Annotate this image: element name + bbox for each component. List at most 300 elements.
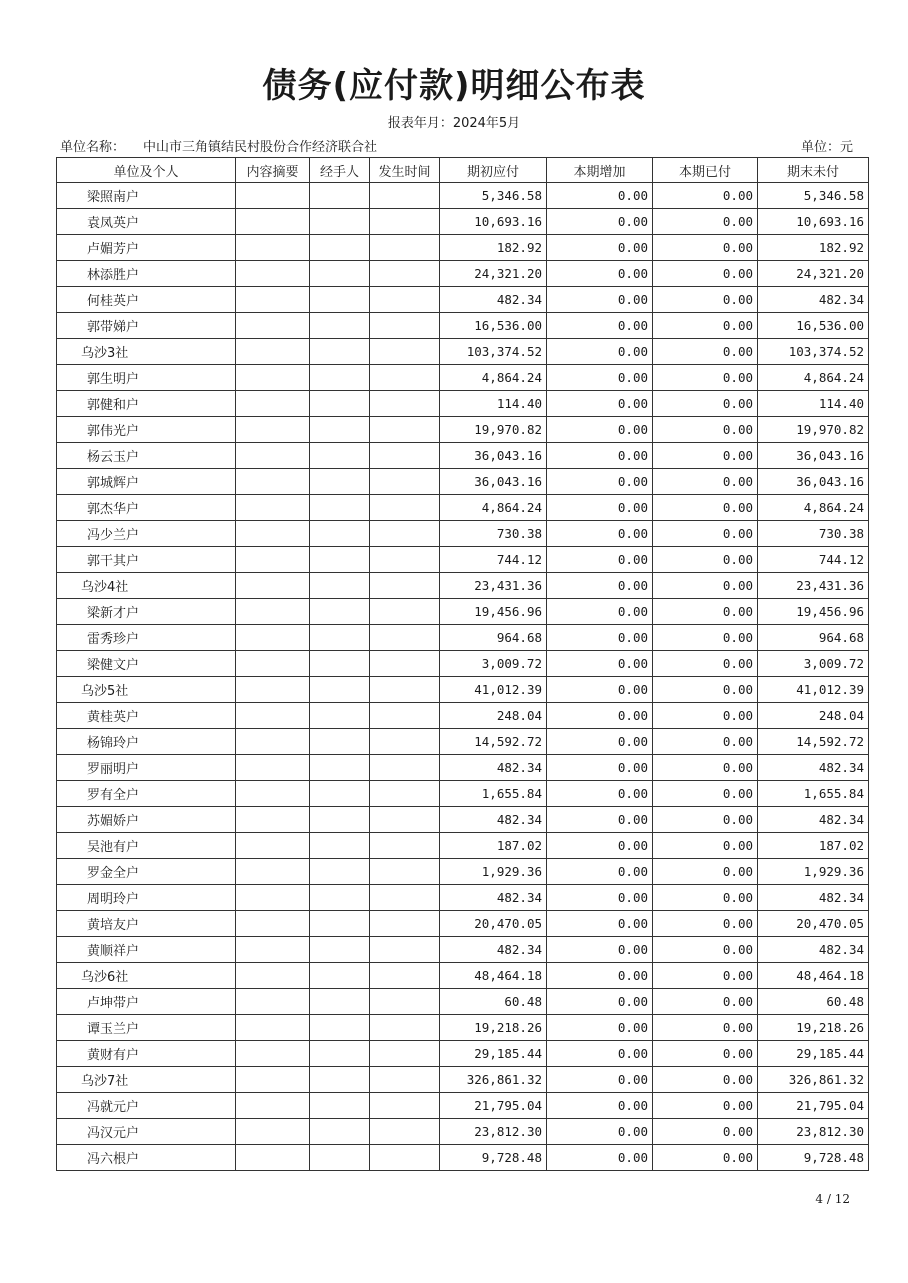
summary-cell	[236, 443, 310, 469]
current-paid-cell: 0.00	[653, 781, 758, 807]
current-paid-cell: 0.00	[653, 1145, 758, 1171]
table-row	[57, 989, 869, 1015]
name-cell: 梁新才户	[57, 599, 236, 625]
current-increase-cell: 0.00	[547, 443, 653, 469]
handler-cell	[310, 807, 370, 833]
current-increase-cell: 0.00	[547, 781, 653, 807]
current-increase-cell: 0.00	[547, 989, 653, 1015]
current-paid-cell: 0.00	[653, 911, 758, 937]
closing-unpaid-cell: 19,456.96	[758, 599, 869, 625]
date-cell	[370, 859, 440, 885]
current-paid-cell: 0.00	[653, 183, 758, 209]
summary-cell	[236, 1015, 310, 1041]
table-row	[57, 443, 869, 469]
date-cell	[370, 1015, 440, 1041]
name-cell: 冯少兰户	[57, 521, 236, 547]
current-increase-cell: 0.00	[547, 625, 653, 651]
summary-cell	[236, 1145, 310, 1171]
summary-cell	[236, 287, 310, 313]
date-cell	[370, 599, 440, 625]
current-increase-cell: 0.00	[547, 365, 653, 391]
current-paid-cell: 0.00	[653, 859, 758, 885]
closing-unpaid-cell: 29,185.44	[758, 1041, 869, 1067]
current-paid-cell: 0.00	[653, 1015, 758, 1041]
handler-cell	[310, 547, 370, 573]
opening-payable-cell: 482.34	[440, 937, 547, 963]
handler-cell	[310, 963, 370, 989]
handler-cell	[310, 1041, 370, 1067]
opening-payable-cell: 9,728.48	[440, 1145, 547, 1171]
opening-payable-cell: 964.68	[440, 625, 547, 651]
name-cell: 吴池有户	[57, 833, 236, 859]
handler-cell	[310, 391, 370, 417]
opening-payable-cell: 730.38	[440, 521, 547, 547]
opening-payable-cell: 60.48	[440, 989, 547, 1015]
handler-cell	[310, 521, 370, 547]
table-row	[57, 209, 869, 235]
current-paid-cell: 0.00	[653, 235, 758, 261]
current-increase-cell: 0.00	[547, 287, 653, 313]
current-increase-cell: 0.00	[547, 495, 653, 521]
table-row	[57, 391, 869, 417]
closing-unpaid-cell: 1,655.84	[758, 781, 869, 807]
date-cell	[370, 547, 440, 573]
current-paid-cell: 0.00	[653, 417, 758, 443]
table-row	[57, 469, 869, 495]
name-cell: 梁健文户	[57, 651, 236, 677]
closing-unpaid-cell: 9,728.48	[758, 1145, 869, 1171]
handler-cell	[310, 859, 370, 885]
name-cell: 黄顺祥户	[57, 937, 236, 963]
table-body	[57, 183, 869, 1171]
table-row	[57, 625, 869, 651]
table-row	[57, 1015, 869, 1041]
summary-cell	[236, 703, 310, 729]
date-cell	[370, 1067, 440, 1093]
current-increase-cell: 0.00	[547, 755, 653, 781]
name-cell: 罗有全户	[57, 781, 236, 807]
name-cell: 郭杰华户	[57, 495, 236, 521]
closing-unpaid-cell: 23,431.36	[758, 573, 869, 599]
table-row	[57, 261, 869, 287]
table-row	[57, 183, 869, 209]
current-increase-cell: 0.00	[547, 1119, 653, 1145]
name-cell: 谭玉兰户	[57, 1015, 236, 1041]
current-paid-cell: 0.00	[653, 1119, 758, 1145]
table-row	[57, 287, 869, 313]
current-paid-cell: 0.00	[653, 989, 758, 1015]
opening-payable-cell: 20,470.05	[440, 911, 547, 937]
summary-cell	[236, 469, 310, 495]
closing-unpaid-cell: 187.02	[758, 833, 869, 859]
current-increase-cell: 0.00	[547, 703, 653, 729]
current-paid-cell: 0.00	[653, 391, 758, 417]
closing-unpaid-cell: 482.34	[758, 885, 869, 911]
current-paid-cell: 0.00	[653, 599, 758, 625]
date-cell	[370, 209, 440, 235]
name-cell: 郭干其户	[57, 547, 236, 573]
date-cell	[370, 807, 440, 833]
current-increase-cell: 0.00	[547, 391, 653, 417]
opening-payable-cell: 103,374.52	[440, 339, 547, 365]
table-row	[57, 781, 869, 807]
date-cell	[370, 833, 440, 859]
current-paid-cell: 0.00	[653, 963, 758, 989]
unit-name-value: 中山市三角镇结民村股份合作经济联合社	[143, 140, 378, 155]
table-row	[57, 1093, 869, 1119]
opening-payable-cell: 23,812.30	[440, 1119, 547, 1145]
column-header: 期初应付	[440, 158, 547, 183]
date-cell	[370, 677, 440, 703]
table-row	[57, 755, 869, 781]
table-row	[57, 885, 869, 911]
group-row	[57, 677, 869, 703]
current-paid-cell: 0.00	[653, 755, 758, 781]
name-cell: 冯汉元户	[57, 1119, 236, 1145]
name-cell: 乌沙5社	[57, 677, 236, 703]
current-paid-cell: 0.00	[653, 703, 758, 729]
table-row	[57, 937, 869, 963]
current-paid-cell: 0.00	[653, 365, 758, 391]
current-increase-cell: 0.00	[547, 651, 653, 677]
name-cell: 杨云玉户	[57, 443, 236, 469]
current-increase-cell: 0.00	[547, 209, 653, 235]
summary-cell	[236, 989, 310, 1015]
payables-table	[56, 157, 869, 1171]
handler-cell	[310, 209, 370, 235]
opening-payable-cell: 23,431.36	[440, 573, 547, 599]
date-cell	[370, 781, 440, 807]
table-row	[57, 1041, 869, 1067]
table-row	[57, 807, 869, 833]
group-row	[57, 1067, 869, 1093]
closing-unpaid-cell: 16,536.00	[758, 313, 869, 339]
current-increase-cell: 0.00	[547, 547, 653, 573]
current-paid-cell: 0.00	[653, 677, 758, 703]
table-row	[57, 729, 869, 755]
handler-cell	[310, 1093, 370, 1119]
table-row	[57, 313, 869, 339]
column-header: 单位及个人	[57, 158, 236, 183]
closing-unpaid-cell: 744.12	[758, 547, 869, 573]
closing-unpaid-cell: 482.34	[758, 807, 869, 833]
current-increase-cell: 0.00	[547, 261, 653, 287]
summary-cell	[236, 755, 310, 781]
table-row	[57, 651, 869, 677]
opening-payable-cell: 482.34	[440, 287, 547, 313]
currency-unit: 单位：元	[800, 140, 853, 155]
current-paid-cell: 0.00	[653, 521, 758, 547]
table-row	[57, 417, 869, 443]
summary-cell	[236, 183, 310, 209]
closing-unpaid-cell: 482.34	[758, 287, 869, 313]
closing-unpaid-cell: 114.40	[758, 391, 869, 417]
unit-name-line	[60, 136, 377, 155]
current-increase-cell: 0.00	[547, 417, 653, 443]
name-cell: 乌沙3社	[57, 339, 236, 365]
date-cell	[370, 261, 440, 287]
closing-unpaid-cell: 19,218.26	[758, 1015, 869, 1041]
current-paid-cell: 0.00	[653, 443, 758, 469]
name-cell: 郭健和户	[57, 391, 236, 417]
handler-cell	[310, 365, 370, 391]
summary-cell	[236, 937, 310, 963]
summary-cell	[236, 547, 310, 573]
current-paid-cell: 0.00	[653, 1067, 758, 1093]
date-cell	[370, 1093, 440, 1119]
summary-cell	[236, 521, 310, 547]
opening-payable-cell: 1,929.36	[440, 859, 547, 885]
closing-unpaid-cell: 482.34	[758, 937, 869, 963]
current-paid-cell: 0.00	[653, 287, 758, 313]
handler-cell	[310, 599, 370, 625]
name-cell: 何桂英户	[57, 287, 236, 313]
table-row	[57, 547, 869, 573]
date-cell	[370, 573, 440, 599]
name-cell: 卢坤带户	[57, 989, 236, 1015]
summary-cell	[236, 677, 310, 703]
closing-unpaid-cell: 1,929.36	[758, 859, 869, 885]
closing-unpaid-cell: 326,861.32	[758, 1067, 869, 1093]
current-increase-cell: 0.00	[547, 183, 653, 209]
name-cell: 黄培友户	[57, 911, 236, 937]
closing-unpaid-cell: 103,374.52	[758, 339, 869, 365]
column-header: 内容摘要	[236, 158, 310, 183]
date-cell	[370, 495, 440, 521]
report-period: 报表年月：2024年5月	[387, 116, 521, 131]
opening-payable-cell: 36,043.16	[440, 469, 547, 495]
date-cell	[370, 521, 440, 547]
name-cell: 郭生明户	[57, 365, 236, 391]
closing-unpaid-cell: 964.68	[758, 625, 869, 651]
handler-cell	[310, 781, 370, 807]
current-increase-cell: 0.00	[547, 1041, 653, 1067]
closing-unpaid-cell: 248.04	[758, 703, 869, 729]
handler-cell	[310, 469, 370, 495]
closing-unpaid-cell: 36,043.16	[758, 469, 869, 495]
summary-cell	[236, 859, 310, 885]
handler-cell	[310, 1067, 370, 1093]
table-row	[57, 833, 869, 859]
name-cell: 乌沙7社	[57, 1067, 236, 1093]
opening-payable-cell: 114.40	[440, 391, 547, 417]
summary-cell	[236, 1093, 310, 1119]
date-cell	[370, 1041, 440, 1067]
current-increase-cell: 0.00	[547, 859, 653, 885]
table-row	[57, 1145, 869, 1171]
current-increase-cell: 0.00	[547, 235, 653, 261]
table-row	[57, 911, 869, 937]
table-row	[57, 859, 869, 885]
column-header: 本期增加	[547, 158, 653, 183]
date-cell	[370, 729, 440, 755]
summary-cell	[236, 1041, 310, 1067]
date-cell	[370, 443, 440, 469]
summary-cell	[236, 261, 310, 287]
current-increase-cell: 0.00	[547, 339, 653, 365]
table-row	[57, 235, 869, 261]
current-increase-cell: 0.00	[547, 963, 653, 989]
summary-cell	[236, 963, 310, 989]
summary-cell	[236, 1119, 310, 1145]
current-paid-cell: 0.00	[653, 339, 758, 365]
opening-payable-cell: 24,321.20	[440, 261, 547, 287]
current-increase-cell: 0.00	[547, 911, 653, 937]
name-cell: 苏媚娇户	[57, 807, 236, 833]
opening-payable-cell: 29,185.44	[440, 1041, 547, 1067]
table-row	[57, 521, 869, 547]
opening-payable-cell: 19,456.96	[440, 599, 547, 625]
date-cell	[370, 287, 440, 313]
name-cell: 乌沙6社	[57, 963, 236, 989]
name-cell: 郭城辉户	[57, 469, 236, 495]
opening-payable-cell: 1,655.84	[440, 781, 547, 807]
opening-payable-cell: 482.34	[440, 755, 547, 781]
opening-payable-cell: 326,861.32	[440, 1067, 547, 1093]
table-row	[57, 1119, 869, 1145]
current-increase-cell: 0.00	[547, 833, 653, 859]
handler-cell	[310, 885, 370, 911]
name-cell: 冯六根户	[57, 1145, 236, 1171]
page-number: 4 / 12	[815, 1192, 850, 1206]
current-increase-cell: 0.00	[547, 313, 653, 339]
date-cell	[370, 183, 440, 209]
current-increase-cell: 0.00	[547, 1015, 653, 1041]
current-paid-cell: 0.00	[653, 833, 758, 859]
opening-payable-cell: 41,012.39	[440, 677, 547, 703]
column-header: 期末未付	[758, 158, 869, 183]
date-cell	[370, 417, 440, 443]
closing-unpaid-cell: 14,592.72	[758, 729, 869, 755]
name-cell: 雷秀珍户	[57, 625, 236, 651]
summary-cell	[236, 339, 310, 365]
closing-unpaid-cell: 24,321.20	[758, 261, 869, 287]
handler-cell	[310, 625, 370, 651]
date-cell	[370, 911, 440, 937]
summary-cell	[236, 1067, 310, 1093]
current-increase-cell: 0.00	[547, 573, 653, 599]
current-increase-cell: 0.00	[547, 469, 653, 495]
date-cell	[370, 313, 440, 339]
opening-payable-cell: 16,536.00	[440, 313, 547, 339]
handler-cell	[310, 261, 370, 287]
date-cell	[370, 989, 440, 1015]
closing-unpaid-cell: 21,795.04	[758, 1093, 869, 1119]
column-header: 本期已付	[653, 158, 758, 183]
name-cell: 罗丽明户	[57, 755, 236, 781]
current-increase-cell: 0.00	[547, 1093, 653, 1119]
date-cell	[370, 625, 440, 651]
date-cell	[370, 391, 440, 417]
current-increase-cell: 0.00	[547, 885, 653, 911]
current-paid-cell: 0.00	[653, 625, 758, 651]
date-cell	[370, 1119, 440, 1145]
current-paid-cell: 0.00	[653, 261, 758, 287]
handler-cell	[310, 729, 370, 755]
group-row	[57, 963, 869, 989]
handler-cell	[310, 651, 370, 677]
opening-payable-cell: 19,970.82	[440, 417, 547, 443]
current-increase-cell: 0.00	[547, 937, 653, 963]
handler-cell	[310, 677, 370, 703]
closing-unpaid-cell: 3,009.72	[758, 651, 869, 677]
name-cell: 杨锦玲户	[57, 729, 236, 755]
current-increase-cell: 0.00	[547, 521, 653, 547]
date-cell	[370, 937, 440, 963]
handler-cell	[310, 755, 370, 781]
opening-payable-cell: 36,043.16	[440, 443, 547, 469]
date-cell	[370, 1145, 440, 1171]
table-header-row	[57, 158, 869, 183]
handler-cell	[310, 989, 370, 1015]
name-cell: 林添胜户	[57, 261, 236, 287]
opening-payable-cell: 482.34	[440, 807, 547, 833]
date-cell	[370, 963, 440, 989]
summary-cell	[236, 911, 310, 937]
summary-cell	[236, 651, 310, 677]
opening-payable-cell: 182.92	[440, 235, 547, 261]
handler-cell	[310, 183, 370, 209]
name-cell: 黄桂英户	[57, 703, 236, 729]
opening-payable-cell: 19,218.26	[440, 1015, 547, 1041]
page-title: 债务(应付款)明细公布表	[262, 66, 646, 106]
summary-cell	[236, 885, 310, 911]
closing-unpaid-cell: 20,470.05	[758, 911, 869, 937]
name-cell: 郭带娣户	[57, 313, 236, 339]
summary-cell	[236, 625, 310, 651]
date-cell	[370, 885, 440, 911]
handler-cell	[310, 495, 370, 521]
handler-cell	[310, 1145, 370, 1171]
summary-cell	[236, 833, 310, 859]
opening-payable-cell: 3,009.72	[440, 651, 547, 677]
closing-unpaid-cell: 182.92	[758, 235, 869, 261]
summary-cell	[236, 807, 310, 833]
current-paid-cell: 0.00	[653, 651, 758, 677]
summary-cell	[236, 417, 310, 443]
closing-unpaid-cell: 10,693.16	[758, 209, 869, 235]
summary-cell	[236, 209, 310, 235]
name-cell: 乌沙4社	[57, 573, 236, 599]
current-paid-cell: 0.00	[653, 729, 758, 755]
current-increase-cell: 0.00	[547, 599, 653, 625]
handler-cell	[310, 235, 370, 261]
closing-unpaid-cell: 4,864.24	[758, 495, 869, 521]
handler-cell	[310, 833, 370, 859]
table-row	[57, 599, 869, 625]
name-cell: 郭伟光户	[57, 417, 236, 443]
summary-cell	[236, 391, 310, 417]
group-row	[57, 573, 869, 599]
handler-cell	[310, 417, 370, 443]
current-increase-cell: 0.00	[547, 677, 653, 703]
opening-payable-cell: 14,592.72	[440, 729, 547, 755]
date-cell	[370, 651, 440, 677]
unit-name-label: 单位名称：	[60, 140, 126, 155]
closing-unpaid-cell: 4,864.24	[758, 365, 869, 391]
handler-cell	[310, 1015, 370, 1041]
column-header: 经手人	[310, 158, 370, 183]
closing-unpaid-cell: 60.48	[758, 989, 869, 1015]
name-cell: 袁凤英户	[57, 209, 236, 235]
summary-cell	[236, 781, 310, 807]
closing-unpaid-cell: 41,012.39	[758, 677, 869, 703]
closing-unpaid-cell: 48,464.18	[758, 963, 869, 989]
closing-unpaid-cell: 19,970.82	[758, 417, 869, 443]
current-paid-cell: 0.00	[653, 209, 758, 235]
current-increase-cell: 0.00	[547, 807, 653, 833]
table-row	[57, 365, 869, 391]
